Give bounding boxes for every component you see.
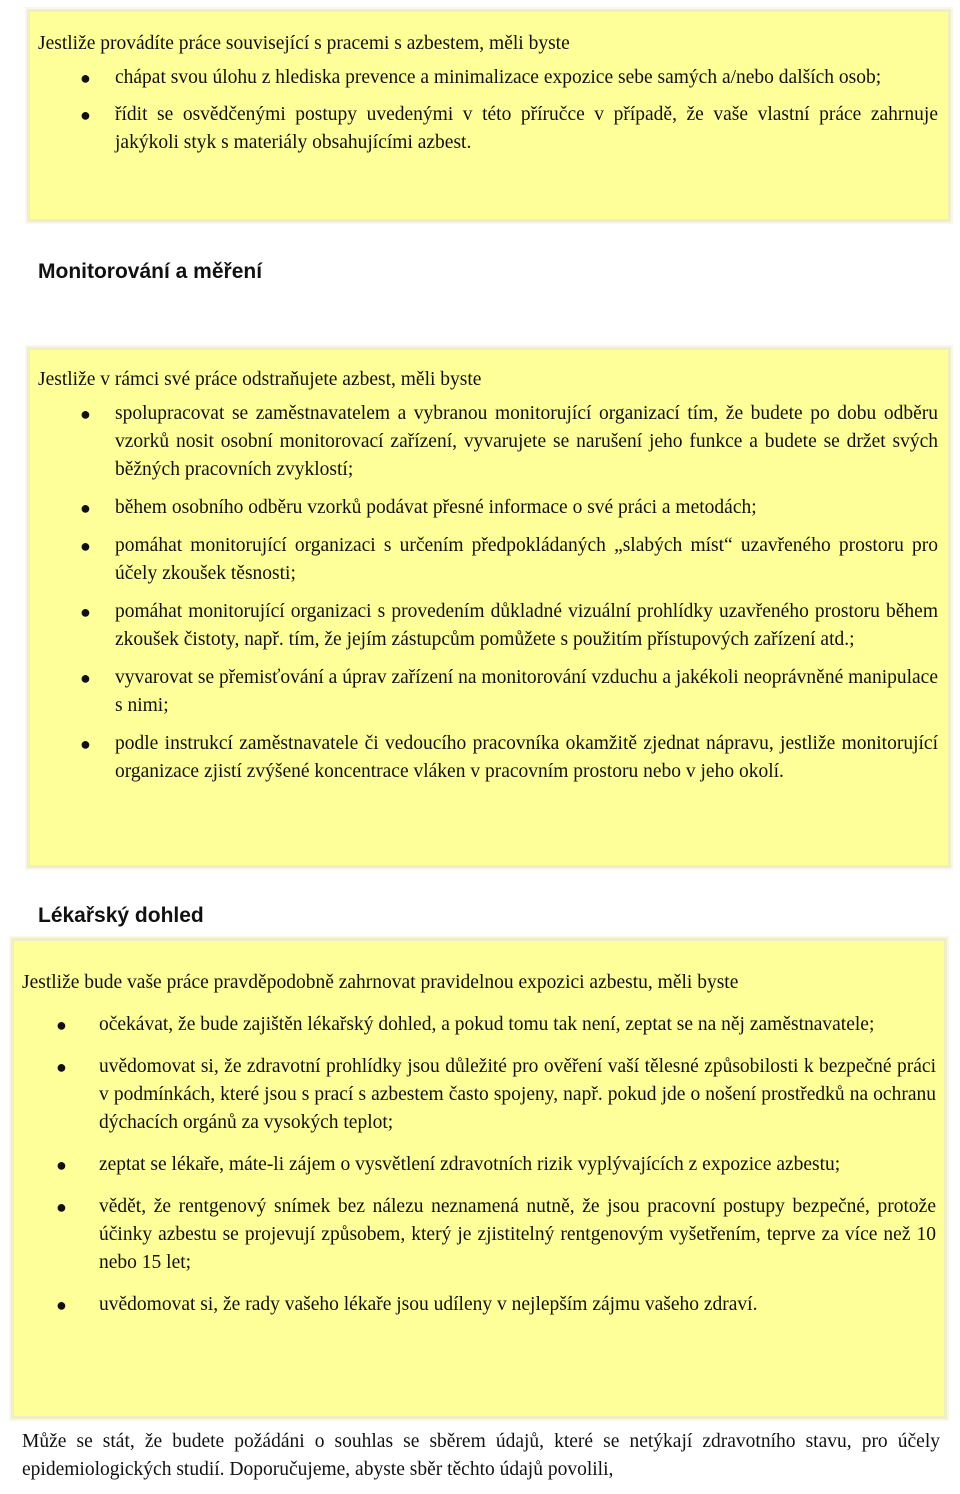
list-item [22, 1151, 936, 1179]
bullet-icon: ● [80, 105, 91, 125]
bullet-icon: ● [56, 1057, 67, 1077]
list-item-text: očekávat, že bude zajištěn lékařský dohled, a pokud tomu tak není, zeptat se na něj zaměstnavatele; [99, 1014, 875, 1035]
bullet-icon: ● [56, 1197, 67, 1217]
bullet-icon: ● [56, 1295, 67, 1315]
list-item-text: vyvarovat se přemisťování a úprav zařízení na monitorování vzduchu a jakékoli neoprávněné manipulace s nimi; [115, 667, 938, 716]
bullet-icon: ● [80, 498, 91, 518]
list-item-text: uvědomovat si, že zdravotní prohlídky jsou důležité pro ověření vaší tělesné způsobilosti k bezpečné práci v podmínkách, které jsou s prací s azbestem často spojeny, např. pokud jde o nošení prostředků na ochranu dýchacích orgánů za vysokých teplot; [99, 1056, 936, 1133]
footer-paragraph: Může se stát, že budete požádáni o souhlas se sběrem údajů, které se netýkají zdravotního stavu, pro účely epidemiologických studií. Doporučujeme, abyste sběr těchto údajů povolili, [22, 1431, 940, 1480]
section-heading-monitoring: Monitorování a měření [38, 260, 263, 283]
list-item [38, 64, 938, 92]
list-item [38, 494, 938, 522]
section-heading-medical: Lékařský dohled [38, 904, 204, 927]
bullet-icon: ● [80, 404, 91, 424]
list-item-text: chápat svou úlohu z hlediska prevence a minimalizace expozice sebe samých a/nebo dalších osob; [115, 67, 882, 88]
list-item-text: podle instrukcí zaměstnavatele či vedoucího pracovníka okamžitě zjednat nápravu, jestliže monitorující organizace zjistí zvýšené koncentrace vláken v pracovním prostoru nebo v jeho okolí. [115, 733, 938, 782]
list-item-text: řídit se osvědčenými postupy uvedenými v této příručce v případě, že vaše vlastní práce zahrnuje jakýkoli styk s materiály obsahujícími azbest. [115, 104, 938, 153]
bullet-icon: ● [80, 536, 91, 556]
bullet-icon: ● [56, 1015, 67, 1035]
box-intro-text: Jestliže v rámci své práce odstraňujete azbest, měli byste [38, 369, 482, 390]
list-item [38, 532, 938, 588]
bullet-list [38, 400, 938, 786]
box-intro-text: Jestliže bude vaše práce pravděpodobně zahrnovat pravidelnou expozici azbestu, měli byste [22, 972, 739, 993]
list-item [22, 1053, 936, 1137]
list-item [22, 1193, 936, 1277]
list-item-text: pomáhat monitorující organizaci s určením předpokládaných „slabých míst“ uzavřeného prostoru pro účely zkoušek těsnosti; [115, 535, 938, 584]
list-item [38, 400, 938, 484]
bullet-icon: ● [80, 68, 91, 88]
list-item-text: uvědomovat si, že rady vašeho lékaře jsou udíleny v nejlepším zájmu vašeho zdraví. [99, 1294, 758, 1315]
info-box-medical [14, 941, 944, 1416]
bullet-icon: ● [80, 734, 91, 754]
list-item [38, 598, 938, 654]
bullet-list [38, 64, 938, 157]
list-item-text: spolupracovat se zaměstnavatelem a vybranou monitorující organizací tím, že budete po dobu odběru vzorků nosit osobní monitorovací zařízení, vyvarujete se narušení jeho funkce a budete se držet svých běžných pracovních zvyklostí; [115, 403, 938, 480]
list-item [22, 1291, 936, 1319]
list-item-text: vědět, že rentgenový snímek bez nálezu neznamená nutně, že jsou pracovní postupy bezpečné, protože účinky azbestu se projevují způsobem, který je zjistitelný rentgenovým vyšetřením, teprve za více než 10 nebo 15 let; [99, 1196, 936, 1273]
box-intro-text: Jestliže provádíte práce související s pracemi s azbestem, měli byste [38, 33, 570, 54]
bullet-list [22, 1011, 936, 1319]
list-item [22, 1011, 936, 1039]
list-item-text: zeptat se lékaře, máte-li zájem o vysvětlení zdravotních rizik vyplývajících z expozice azbestu; [99, 1154, 841, 1175]
list-item [38, 664, 938, 720]
bullet-icon: ● [56, 1155, 67, 1175]
bullet-icon: ● [80, 602, 91, 622]
list-item-text: pomáhat monitorující organizaci s provedením důkladné vizuální prohlídky uzavřeného prostoru během zkoušek čistoty, např. tím, že jejím zástupcům pomůžete s použitím přístupových zařízení atd.; [115, 601, 938, 650]
list-item-text: během osobního odběru vzorků podávat přesné informace o své práci a metodách; [115, 497, 757, 518]
list-item [38, 101, 938, 157]
info-box-general [30, 12, 948, 219]
list-item [38, 730, 938, 786]
info-box-monitoring [30, 350, 948, 865]
bullet-icon: ● [80, 668, 91, 688]
